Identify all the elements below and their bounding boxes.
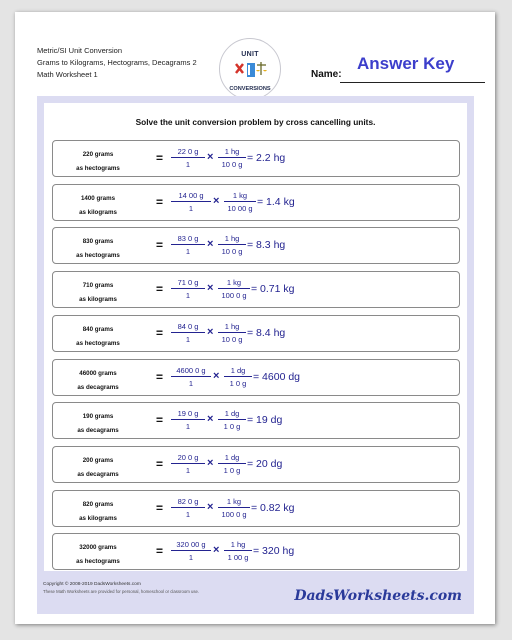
target-unit: as decagrams [77, 427, 119, 435]
conversion-fraction [218, 278, 250, 300]
scale-icon [234, 60, 268, 84]
equals-sign: = [156, 413, 164, 428]
fraction-numerator: 1 kg [218, 497, 250, 508]
given-amount: 190 grams [82, 413, 114, 421]
conversion-fraction [224, 540, 252, 562]
problem-row [52, 446, 460, 483]
fraction-numerator: 1 dg [218, 409, 246, 420]
footer [37, 578, 474, 614]
name-label: Name: [311, 69, 342, 80]
instructions: Solve the unit conversion problem by cross cancelling units. [135, 117, 376, 127]
given-fraction [171, 409, 205, 431]
fraction-denominator: 1 [188, 378, 194, 388]
fraction-numerator: 1 hg [224, 540, 252, 551]
fraction-numerator: 19 0 g [171, 409, 205, 420]
answer-value: = 8.4 hg [247, 326, 286, 339]
given-fraction [171, 322, 205, 344]
equals-sign: = [156, 238, 164, 253]
multiply-sign: × [213, 544, 220, 557]
conversion-fraction [218, 453, 246, 475]
problem-row [52, 140, 460, 177]
answer-value: = 320 hg [253, 545, 295, 558]
given-amount: 200 grams [82, 456, 114, 464]
target-unit: as kilograms [79, 514, 117, 522]
fraction-denominator: 10 0 g [221, 160, 243, 169]
target-unit: as decagrams [77, 383, 119, 391]
problem-row [52, 402, 460, 439]
multiply-sign: × [213, 369, 220, 382]
fraction-denominator: 1 0 g [229, 378, 247, 388]
given-quantity [53, 192, 143, 220]
target-unit: as hectograms [76, 165, 120, 172]
fraction-numerator: 1 hg [218, 234, 246, 245]
equals-sign: = [156, 325, 164, 340]
target-unit: as decagrams [77, 470, 119, 478]
fraction-numerator: 22 0 g [171, 147, 205, 158]
multiply-sign: × [207, 151, 214, 163]
fraction-denominator: 10 00 g [227, 203, 253, 213]
fraction-denominator: 1 [185, 291, 191, 301]
given-quantity [53, 367, 143, 395]
multiply-sign: × [213, 194, 220, 207]
given-quantity [53, 323, 143, 351]
given-quantity [53, 541, 143, 569]
fraction-numerator: 1 kg [218, 278, 250, 289]
fraction-numerator: 14 00 g [171, 191, 211, 202]
worksheet-page [15, 12, 495, 624]
target-unit: as kilograms [79, 296, 117, 304]
fraction-numerator: 84 0 g [171, 322, 205, 333]
fraction-denominator: 1 [185, 334, 191, 344]
brand-logo: DadsWorksheets.com [294, 588, 462, 604]
fraction-numerator: 1 dg [224, 366, 252, 377]
multiply-sign: × [207, 238, 214, 251]
target-unit: as hectograms [76, 558, 120, 566]
conversion-fraction [218, 497, 250, 519]
given-quantity [53, 410, 143, 438]
fraction-numerator: 83 0 g [171, 234, 205, 245]
given-quantity [53, 279, 143, 307]
answer-value: = 2.2 hg [247, 152, 286, 164]
problem-row [52, 359, 460, 396]
equals-sign: = [156, 194, 164, 209]
given-fraction [171, 540, 211, 562]
fraction-numerator: 1 kg [224, 191, 256, 202]
fraction-numerator: 1 dg [218, 453, 246, 464]
fraction-numerator: 320 00 g [171, 540, 211, 551]
given-amount: 840 grams [82, 325, 114, 333]
given-amount: 220 grams [82, 151, 114, 158]
given-fraction [171, 497, 205, 519]
given-amount: 710 grams [82, 282, 114, 290]
fraction-denominator: 1 [185, 465, 191, 475]
fraction-denominator: 10 0 g [221, 247, 243, 257]
equals-sign: = [156, 151, 164, 165]
given-amount: 1400 grams [80, 194, 116, 202]
fraction-denominator: 100 0 g [221, 509, 247, 519]
problem-row [52, 271, 460, 308]
worksheet-title-block [37, 45, 197, 81]
fraction-denominator: 100 0 g [221, 291, 247, 301]
fraction-numerator: 82 0 g [171, 497, 205, 508]
unit-conversions-logo [219, 38, 281, 100]
fraction-numerator: 1 hg [218, 147, 246, 158]
multiply-sign: × [207, 325, 214, 338]
fraction-denominator: 10 0 g [221, 334, 243, 344]
logo-bottom-text: CONVERSIONS [229, 86, 271, 92]
fraction-numerator: 71 0 g [171, 278, 205, 289]
fraction-denominator: 1 [185, 422, 191, 432]
multiply-sign: × [207, 413, 214, 426]
given-quantity [53, 498, 143, 526]
target-unit: as hectograms [76, 252, 120, 260]
fraction-denominator: 1 00 g [227, 553, 249, 563]
equals-sign: = [156, 282, 164, 297]
given-fraction [171, 147, 205, 169]
target-unit: as hectograms [76, 339, 120, 347]
given-fraction [171, 366, 211, 388]
fraction-denominator: 1 [188, 553, 194, 563]
title-line-2: Grams to Kilograms, Hectograms, Decagrams 2 [37, 58, 197, 67]
problem-row [52, 227, 460, 264]
conversion-fraction [218, 147, 246, 169]
fraction-denominator: 1 [185, 160, 191, 169]
given-amount: 820 grams [82, 500, 114, 508]
answer-key-title: Answer Key [357, 54, 455, 73]
fraction-denominator: 1 0 g [223, 422, 241, 432]
given-amount: 46000 grams [79, 369, 117, 377]
answer-value: = 0.71 kg [251, 283, 295, 296]
given-fraction [171, 191, 211, 213]
conversion-fraction [218, 234, 246, 256]
fraction-denominator: 1 [188, 203, 194, 213]
fraction-numerator: 1 hg [218, 322, 246, 333]
equals-sign: = [156, 369, 164, 384]
copyright-text: Copyright © 2008-2019 DadsWorksheets.com [43, 582, 141, 587]
given-fraction [171, 234, 205, 256]
problems-frame [37, 96, 474, 578]
given-quantity [53, 235, 143, 263]
answer-value: = 4600 dg [253, 370, 301, 383]
problem-row [52, 533, 460, 570]
equals-sign: = [156, 500, 164, 515]
title-line-1: Metric/SI Unit Conversion [37, 46, 123, 55]
answer-value: = 1.4 kg [257, 195, 295, 208]
equals-sign: = [156, 544, 164, 559]
logo-top-text: UNIT [241, 51, 259, 58]
answer-value: = 0.82 kg [251, 501, 295, 514]
given-fraction [171, 453, 205, 475]
conversion-fraction [218, 322, 246, 344]
conversion-fraction [224, 191, 256, 213]
target-unit: as kilograms [79, 208, 117, 216]
usage-note: These Math Worksheets are provided for personal, homeschool or classroom use. [43, 589, 200, 594]
given-quantity [53, 454, 143, 482]
problem-row [52, 490, 460, 527]
answer-value: = 19 dg [247, 414, 283, 427]
problem-row [52, 315, 460, 352]
problem-row [52, 184, 460, 221]
fraction-numerator: 4600 0 g [171, 366, 211, 377]
given-amount: 32000 grams [79, 544, 117, 552]
conversion-fraction [218, 409, 246, 431]
fraction-denominator: 1 [185, 247, 191, 257]
answer-value: = 8.3 hg [247, 239, 286, 252]
fraction-denominator: 1 [185, 509, 191, 519]
multiply-sign: × [207, 456, 214, 469]
fraction-numerator: 20 0 g [171, 453, 205, 464]
multiply-sign: × [207, 282, 214, 295]
equals-sign: = [156, 456, 164, 471]
given-quantity [53, 148, 143, 176]
given-fraction [171, 278, 205, 300]
given-amount: 830 grams [82, 238, 114, 246]
conversion-fraction [224, 366, 252, 388]
title-line-3: Math Worksheet 1 [37, 70, 98, 79]
multiply-sign: × [207, 500, 214, 513]
name-underline [340, 82, 485, 83]
answer-value: = 20 dg [247, 457, 283, 470]
fraction-denominator: 1 0 g [223, 465, 241, 475]
